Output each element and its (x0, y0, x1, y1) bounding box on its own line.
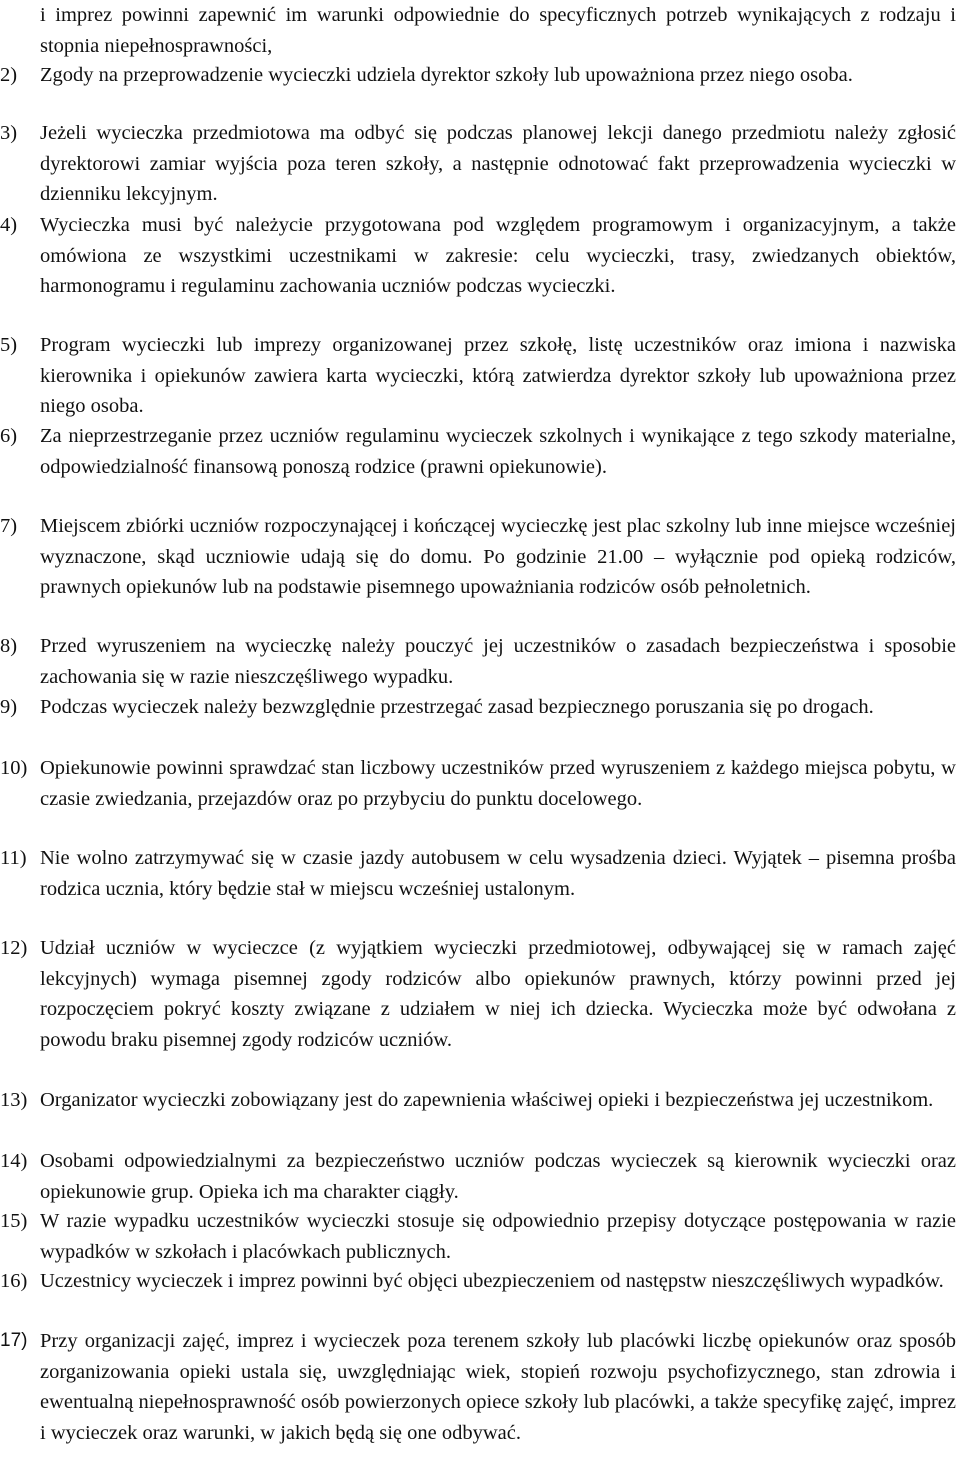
list-item-17 (0, 1326, 956, 1448)
item-number: 9) (0, 696, 18, 718)
list-item-8 (0, 631, 956, 692)
list-item-16 (0, 1266, 956, 1297)
item-text: Przy organizacji zajęć, imprez i wycieczek poza terenem szkoły lub placówki liczbę opiekunów oraz sposób zorganizowania opieki ustala się, uwzględniając wiek, stopień rozwoju psychofizycznego, stan zdrowia i ewentualną niepełnosprawność osób powierzonych opiece szkoły lub placówki, a także specyfikę zajęć, imprez i wycieczek oraz warunki, w jakich będą się one odbywać. (40, 1330, 956, 1444)
item-number: 5) (0, 334, 18, 356)
item-text: Opiekunowie powinni sprawdzać stan liczbowy uczestników przed wyruszeniem z każdego miejsca pobytu, w czasie zwiedzania, przejazdów oraz po przybyciu do punktu docelowego. (40, 757, 956, 810)
list-item-10 (0, 753, 956, 814)
list-item-15 (0, 1206, 956, 1267)
item-text: Zgody na przeprowadzenie wycieczki udziela dyrektor szkoły lub upoważniona przez niego osoba. (40, 64, 853, 86)
item-number: 16) (0, 1270, 28, 1292)
item-text: Udział uczniów w wycieczce (z wyjątkiem wycieczki przedmiotowej, odbywającej się w ramach zajęć lekcyjnych) wymaga pisemnej zgody rodziców albo opiekunów prawnych, którzy powinni przed jej rozpoczęciem pokryć koszty związane z udziałem w niej ich dziecka. Wycieczka może być odwołana z powodu braku pisemnej zgody rodziców uczniów. (40, 937, 956, 1051)
list-item-9 (0, 692, 956, 723)
item-number: 17) (0, 1330, 28, 1351)
item-text: W razie wypadku uczestników wycieczki stosuje się odpowiednio przepisy dotyczące postępowania w razie wypadków w szkołach i placówkach publicznych. (40, 1210, 956, 1263)
item-text: Podczas wycieczek należy bezwzględnie przestrzegać zasad bezpiecznego poruszania się po drogach. (40, 696, 874, 718)
item-number: 7) (0, 515, 18, 537)
item-number: 13) (0, 1089, 28, 1111)
item-number: 12) (0, 937, 28, 959)
item-number: 3) (0, 122, 18, 144)
item-text: Przed wyruszeniem na wycieczkę należy pouczyć jej uczestników o zasadach bezpieczeństwa i sposobie zachowania się w razie nieszczęśliwego wypadku. (40, 635, 956, 688)
list-item-3 (0, 118, 956, 210)
item-number: 4) (0, 214, 18, 236)
list-item-6 (0, 421, 956, 482)
item-text: Program wycieczki lub imprezy organizowanej przez szkołę, listę uczestników oraz imiona i nazwiska kierownika i opiekunów zawiera karta wycieczki, którą zatwierdza dyrektor szkoły lub upoważniona przez niego osoba. (40, 334, 956, 417)
item-text: Uczestnicy wycieczek i imprez powinni być objęci ubezpieczeniem od następstw nieszczęśliwych wypadków. (40, 1270, 944, 1292)
list-item-13 (0, 1085, 956, 1116)
item-number: 14) (0, 1150, 28, 1172)
item-text: Za nieprzestrzeganie przez uczniów regulaminu wycieczek szkolnych i wynikające z tego szkody materialne, odpowiedzialność finansową ponoszą rodzice (prawni opiekunowie). (40, 425, 956, 478)
list-item-11 (0, 843, 956, 904)
list-item-4 (0, 210, 956, 302)
item-number: 10) (0, 757, 28, 779)
item-number: 6) (0, 425, 18, 447)
list-item-7 (0, 511, 956, 603)
item-text: Miejscem zbiórki uczniów rozpoczynającej i kończącej wycieczkę jest plac szkolny lub inne miejsce wcześniej wyznaczone, skąd uczniowie udają się do domu. Po godzinie 21.00 – wyłącznie pod opieką rodziców, prawnych opiekunów lub na podstawie pisemnego upoważniania rodziców osób pełnoletnich. (40, 515, 956, 598)
list-item-5 (0, 330, 956, 422)
item-text: Wycieczka musi być należycie przygotowana pod względem programowym i organizacyjnym, a także omówiona ze wszystkimi uczestnikami w zakresie: celu wycieczki, trasy, zwiedzanych obiektów, harmonogramu i regulaminu zachowania uczniów podczas wycieczki. (40, 214, 956, 297)
item-text: Osobami odpowiedzialnymi za bezpieczeństwo uczniów podczas wycieczek są kierownik wycieczki oraz opiekunowie grup. Opieka ich ma charakter ciągły. (40, 1150, 956, 1203)
continuation-paragraph: i imprez powinni zapewnić im warunki odpowiednie do specyficznych potrzeb wynikających z rodzaju i stopnia niepełnosprawności, (40, 4, 956, 57)
item-text: Organizator wycieczki zobowiązany jest do zapewnienia właściwej opieki i bezpieczeństwa jej uczestnikom. (40, 1089, 934, 1111)
list-item-2 (0, 60, 956, 91)
item-text: Nie wolno zatrzymywać się w czasie jazdy autobusem w celu wysadzenia dzieci. Wyjątek – pisemna prośba rodzica ucznia, który będzie stał w miejscu wcześniej ustalonym. (40, 847, 956, 900)
item-text: Jeżeli wycieczka przedmiotowa ma odbyć się podczas planowej lekcji danego przedmiotu należy zgłosić dyrektorowi zamiar wyjścia poza teren szkoły, a następnie odnotować fakt przeprowadzenia wycieczki w dzienniku lekcyjnym. (40, 122, 956, 205)
list-item-14 (0, 1146, 956, 1207)
list-item-12 (0, 933, 956, 1055)
item-number: 15) (0, 1210, 28, 1232)
item-number: 8) (0, 635, 18, 657)
item-number: 11) (0, 847, 27, 869)
item-number: 2) (0, 64, 18, 86)
